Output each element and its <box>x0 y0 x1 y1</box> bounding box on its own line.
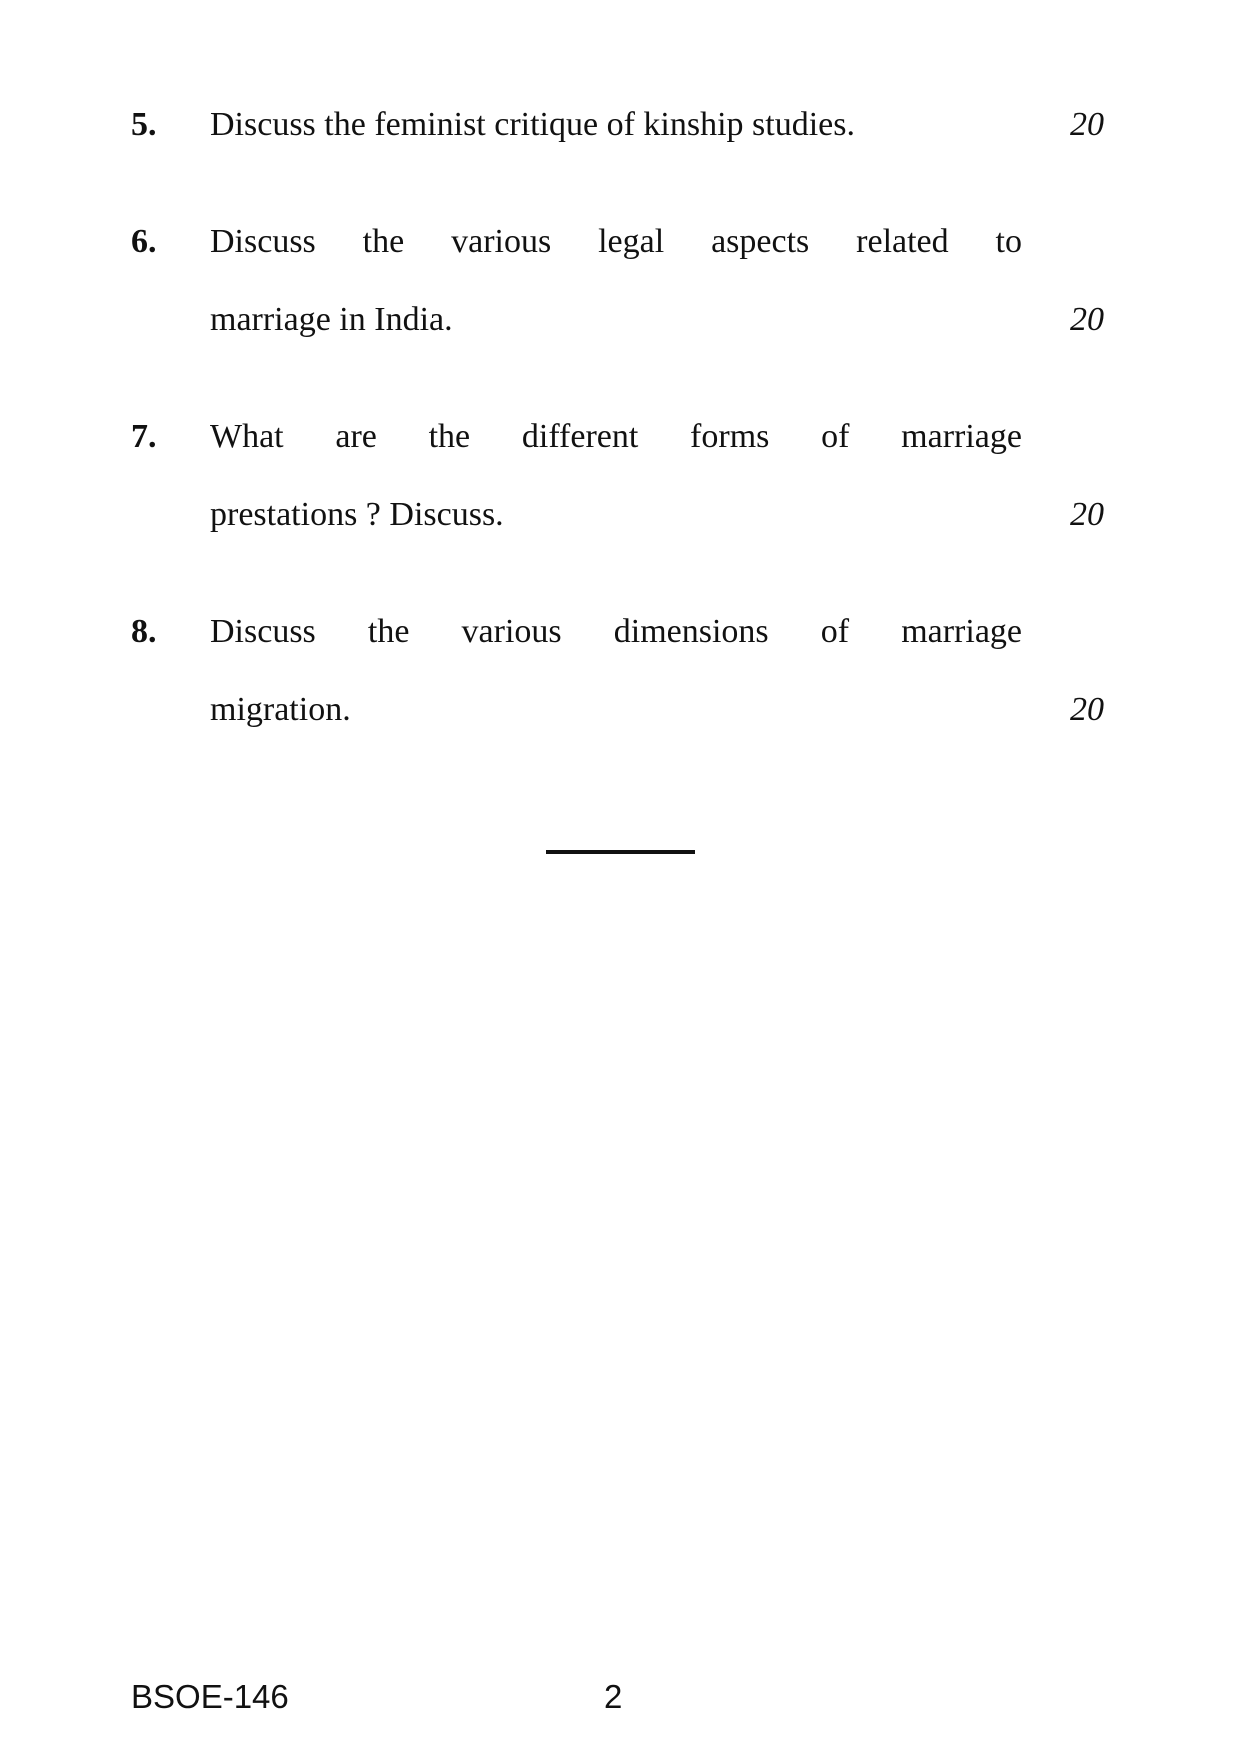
question-marks: 20 <box>1070 106 1104 143</box>
question-text-line: Discuss the various dimensions of marriage <box>210 613 1022 650</box>
question-text-line: migration. <box>210 691 351 728</box>
question-number: 8. <box>131 613 157 650</box>
question-marks: 20 <box>1070 691 1104 728</box>
question-text-line: marriage in India. <box>210 301 453 338</box>
question-marks: 20 <box>1070 496 1104 533</box>
end-of-paper-rule <box>546 850 695 854</box>
question-text-line: Discuss the various legal aspects related to <box>210 223 1022 260</box>
question-text-line: Discuss the feminist critique of kinship studies. <box>210 106 855 143</box>
question-number: 5. <box>131 106 157 143</box>
question-number: 7. <box>131 418 157 455</box>
footer-page-number: 2 <box>604 1678 623 1715</box>
footer-course-code: BSOE-146 <box>131 1678 289 1715</box>
question-text-line: What are the different forms of marriage <box>210 418 1022 455</box>
question-text-line: prestations ? Discuss. <box>210 496 504 533</box>
question-number: 6. <box>131 223 157 260</box>
question-marks: 20 <box>1070 301 1104 338</box>
